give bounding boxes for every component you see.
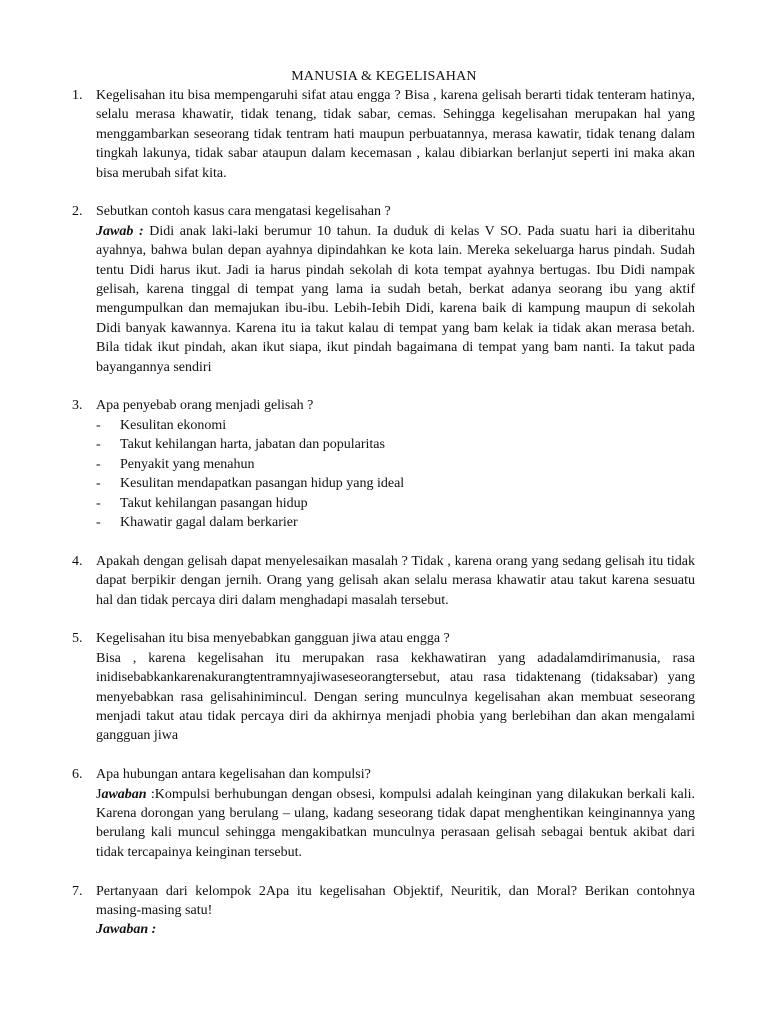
answer-text: Bisa , karena kegelisahan itu merupakan rasa kekhawatiran yang adadalamdirimanusia, rasa inidisebabkankarenakurangtentramnyajiwaseseorangtersebut, atau rasa tidaktenang (tidaksabar) yang menyebabkan rasa gelisahinimincul. Dengan sering munculnya kegelisahan akan membuat seseorang menjadi takut atau tidak percaya diri da akhirnya menjadi phobia yang berlebihan dan akan mengalami gangguan jiwa	[96, 650, 695, 744]
answer-label: awaban	[101, 786, 147, 802]
question-list	[0, 86, 768, 959]
answer-label: Jawaban :	[96, 922, 157, 938]
question-text: Sebutkan contoh kasus cara mengatasi kegelisahan ?	[96, 204, 391, 220]
list-item-text: Takut kehilangan pasangan hidup	[120, 495, 308, 511]
question-number: 7.	[72, 883, 83, 899]
question-item-3	[0, 396, 768, 532]
question-item-7	[0, 882, 768, 940]
question-number: 2.	[72, 204, 83, 220]
list-item	[96, 474, 695, 493]
answer-text: :Kompulsi berhubungan dengan obsesi, kompulsi adalah keinginan yang dilakukan berkali kali. Karena dorongan yang berulang – ulang, kadang seseorang tidak dapat menghentikan keinginannya yang berulang kali muncul sehingga mengakibatkan munculnya perasaan gelisah sebagai bentuk akibat dari tidak tercapainya keinginan tersebut.	[96, 786, 695, 860]
list-item	[96, 435, 695, 454]
question-text: Apakah dengan gelisah dapat menyelesaikan masalah ? Tidak , karena orang yang sedang gelisah itu tidak dapat berpikir dengan jernih. Orang yang gelisah akan selalu merasa khawatir atau takut karena sesuatu hal dan tidak percaya diri dalam menghadapi masalah tersebut.	[96, 553, 695, 608]
question-number: 5.	[72, 631, 83, 647]
question-number: 6.	[72, 767, 83, 783]
question-item-2	[0, 202, 768, 377]
question-number: 3.	[72, 398, 83, 414]
dash-bullet: -	[96, 495, 101, 511]
answer-label: Jawab :	[96, 223, 144, 239]
question-text: Pertanyaan dari kelompok 2Apa itu kegelisahan Objektif, Neuritik, dan Moral? Berikan contohnya masing-masing satu!	[96, 883, 695, 918]
question-item-5	[0, 629, 768, 745]
answer-initial: J	[96, 786, 102, 802]
dash-bullet: -	[96, 476, 101, 492]
list-item	[96, 455, 695, 474]
list-item	[96, 416, 695, 435]
question-text: Apa hubungan antara kegelisahan dan kompulsi?	[96, 767, 371, 783]
dash-bullet: -	[96, 456, 101, 472]
list-item-text: Takut kehilangan harta, jabatan dan popularitas	[120, 437, 385, 453]
question-item-1	[0, 86, 768, 183]
list-item-text: Kesulitan mendapatkan pasangan hidup yang ideal	[120, 476, 405, 492]
question-text: Kegelisahan itu bisa mempengaruhi sifat atau engga ? Bisa , karena gelisah berarti tidak tenteram hatinya, selalu merasa khawatir, tidak tenang, tidak sabar, cemas. Sehingga kegelisahan merupakan hal yang menggambarkan seseorang tidak tentram hati maupun perbuatannya, merasa kawatir, tidak tenang dalam tingkah lakunya, tidak sabar ataupun dalam kecemasan , kalau dibiarkan berlanjut seperti ini maka akan bisa merubah sifat kita.	[96, 88, 695, 181]
dash-bullet: -	[96, 514, 101, 530]
question-number: 4.	[72, 553, 83, 569]
list-item-text: Kesulitan ekonomi	[120, 417, 227, 433]
question-text: Apa penyebab orang menjadi gelisah ?	[96, 398, 314, 414]
list-item	[96, 494, 695, 513]
cause-list	[96, 416, 695, 532]
question-number: 1.	[72, 88, 83, 103]
list-item	[96, 513, 695, 532]
list-item-text: Penyakit yang menahun	[120, 456, 255, 472]
document-title: MANUSIA & KEGELISAHAN	[291, 69, 477, 84]
question-item-6	[0, 765, 768, 862]
dash-bullet: -	[96, 437, 101, 453]
dash-bullet: -	[96, 417, 101, 433]
list-item-text: Khawatir gagal dalam berkarier	[120, 514, 298, 530]
answer-text: Didi anak laki-laki berumur 10 tahun. Ia duduk di kelas V SO. Pada suatu hari ia diberitahu ayahnya, bahwa bulan depan ayahnya dipindahkan ke kota lain. Mereka sekeluarga harus pindah. Sudah tentu Didi harus ikut. Jadi ia harus pindah sekolah di kota tempat ayahnya bertugas. Ibu Didi nampak gelisah, karena tinggal di tempat yang lama ia sudah betah, berkat adanya seorang ibu yang aktif mengumpulkan dan memajukan ibu-ibu. Lebih-Iebih Didi, karena baik di kampung maupun di sekolah Didi banyak kawannya. Karena itu ia takut kalau di tempat yang bam kelak ia tidak akan merasa betah. Bila tidak ikut pindah, akan ikut siapa, ikut pindah bagaimana di tempat yang bam nanti. Ia takut pada bayangannya sendiri	[96, 223, 695, 375]
answer-paragraph	[96, 785, 695, 863]
question-item-4	[0, 552, 768, 610]
question-text: Kegelisahan itu bisa menyebabkan gangguan jiwa atau engga ?	[96, 631, 450, 647]
answer-paragraph	[96, 222, 695, 377]
